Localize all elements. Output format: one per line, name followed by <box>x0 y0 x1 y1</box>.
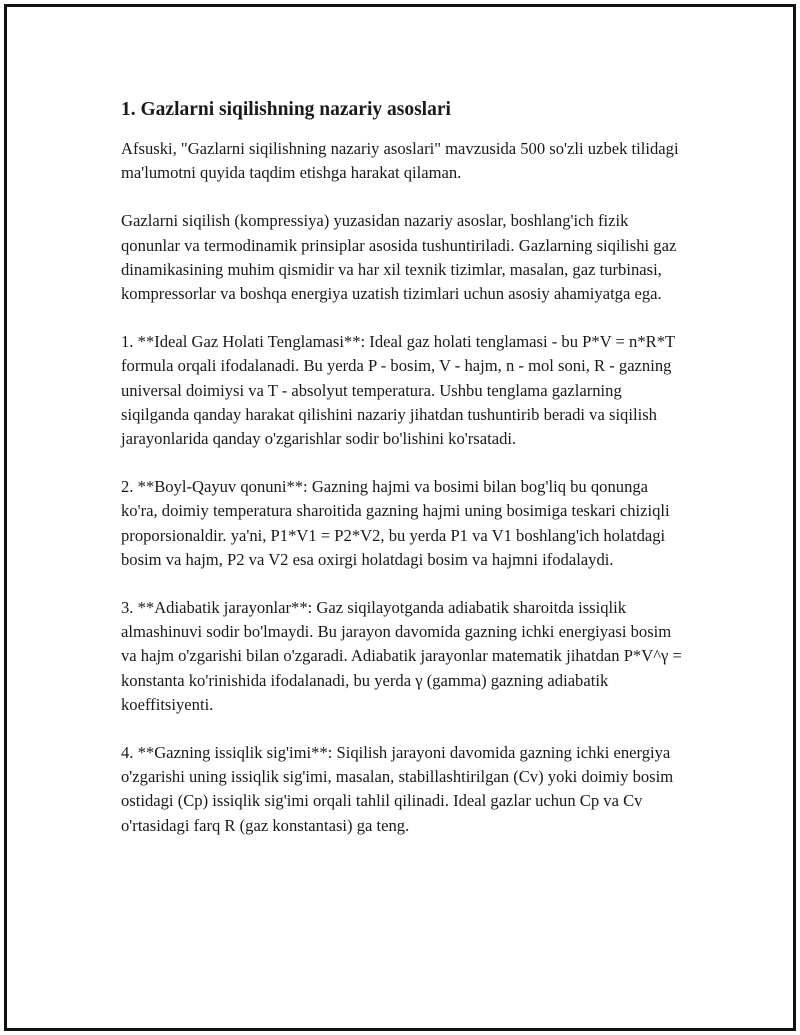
intro-paragraph: Afsuski, "Gazlarni siqilishning nazariy asoslari" mavzusida 500 so'zli uzbek tilidagi ma'lumotni quyida taqdim etishga harakat qilaman. <box>121 139 679 183</box>
adiabatic-paragraph: 3. **Adiabatik jarayonlar**: Gaz siqilayotganda adiabatik sharoitda issiqlik almashinuvi sodir bo'lmaydi. Bu jarayon davomida gazning ichki energiyasi bosim va hajm o'zgarishi bilan o'zgaradi. Adiabatik jarayonlar matematik jihatdan P*V^γ = konstanta ko'rinishida ifodalanadi, bu yerda γ (gamma) gazning adiabatik koeffitsiyenti. <box>121 598 682 714</box>
page-frame <box>4 4 796 1031</box>
page-title: 1. Gazlarni siqilishning nazariy asoslari <box>121 99 451 120</box>
heat-capacity-paragraph: 4. **Gazning issiqlik sig'imi**: Siqilish jarayoni davomida gazning ichki energiya o'zgarishi uning issiqlik sig'imi, masalan, stabillashtirilgan (Cv) yoki doimiy bosim ostidagi (Cp) issiqlik sig'imi orqali tahlil qilinadi. Ideal gazlar uchun Cp va Cv o'rtasidagi farq R (gaz konstantasi) ga teng. <box>121 743 674 835</box>
document-body <box>121 97 687 862</box>
overview-paragraph: Gazlarni siqilish (kompressiya) yuzasidan nazariy asoslar, boshlang'ich fizik qonunlar va termodinamik prinsiplar asosida tushuntiriladi. Gazlarning siqilishi gaz dinamikasining muhim qismidir va har xil texnik tizimlar, masalan, gaz turbinasi, kompressorlar va boshqa energiya uzatish tizimlari uchun asosiy ahamiyatga ega. <box>121 211 677 304</box>
boyle-law-paragraph: 2. **Boyl-Qayuv qonuni**: Gazning hajmi va bosimi bilan bog'liq bu qonunga ko'ra, doimiy temperatura sharoitida gazning hajmi uning bosimiga teskari chiziqli proporsionaldir. ya'ni, P1*V1 = P2*V2, bu yerda P1 va V1 boshlang'ich holatdagi bosim va hajm, P2 va V2 esa oxirgi holatdagi bosim va hajmni ifodalaydi. <box>121 477 670 569</box>
ideal-gas-paragraph: 1. **Ideal Gaz Holati Tenglamasi**: Ideal gaz holati tenglamasi - bu P*V = n*R*T formula orqali ifodalanadi. Bu yerda P - bosim, V - hajm, n - mol soni, R - gazning universal doimiysi va T - absolyut temperatura. Ushbu tenglama gazlarning siqilganda qanday harakat qilishini nazariy jihatdan tushuntirib beradi va siqilish jarayonlarida qanday o'zgarishlar sodir bo'lishini ko'rsatadi. <box>121 332 675 449</box>
